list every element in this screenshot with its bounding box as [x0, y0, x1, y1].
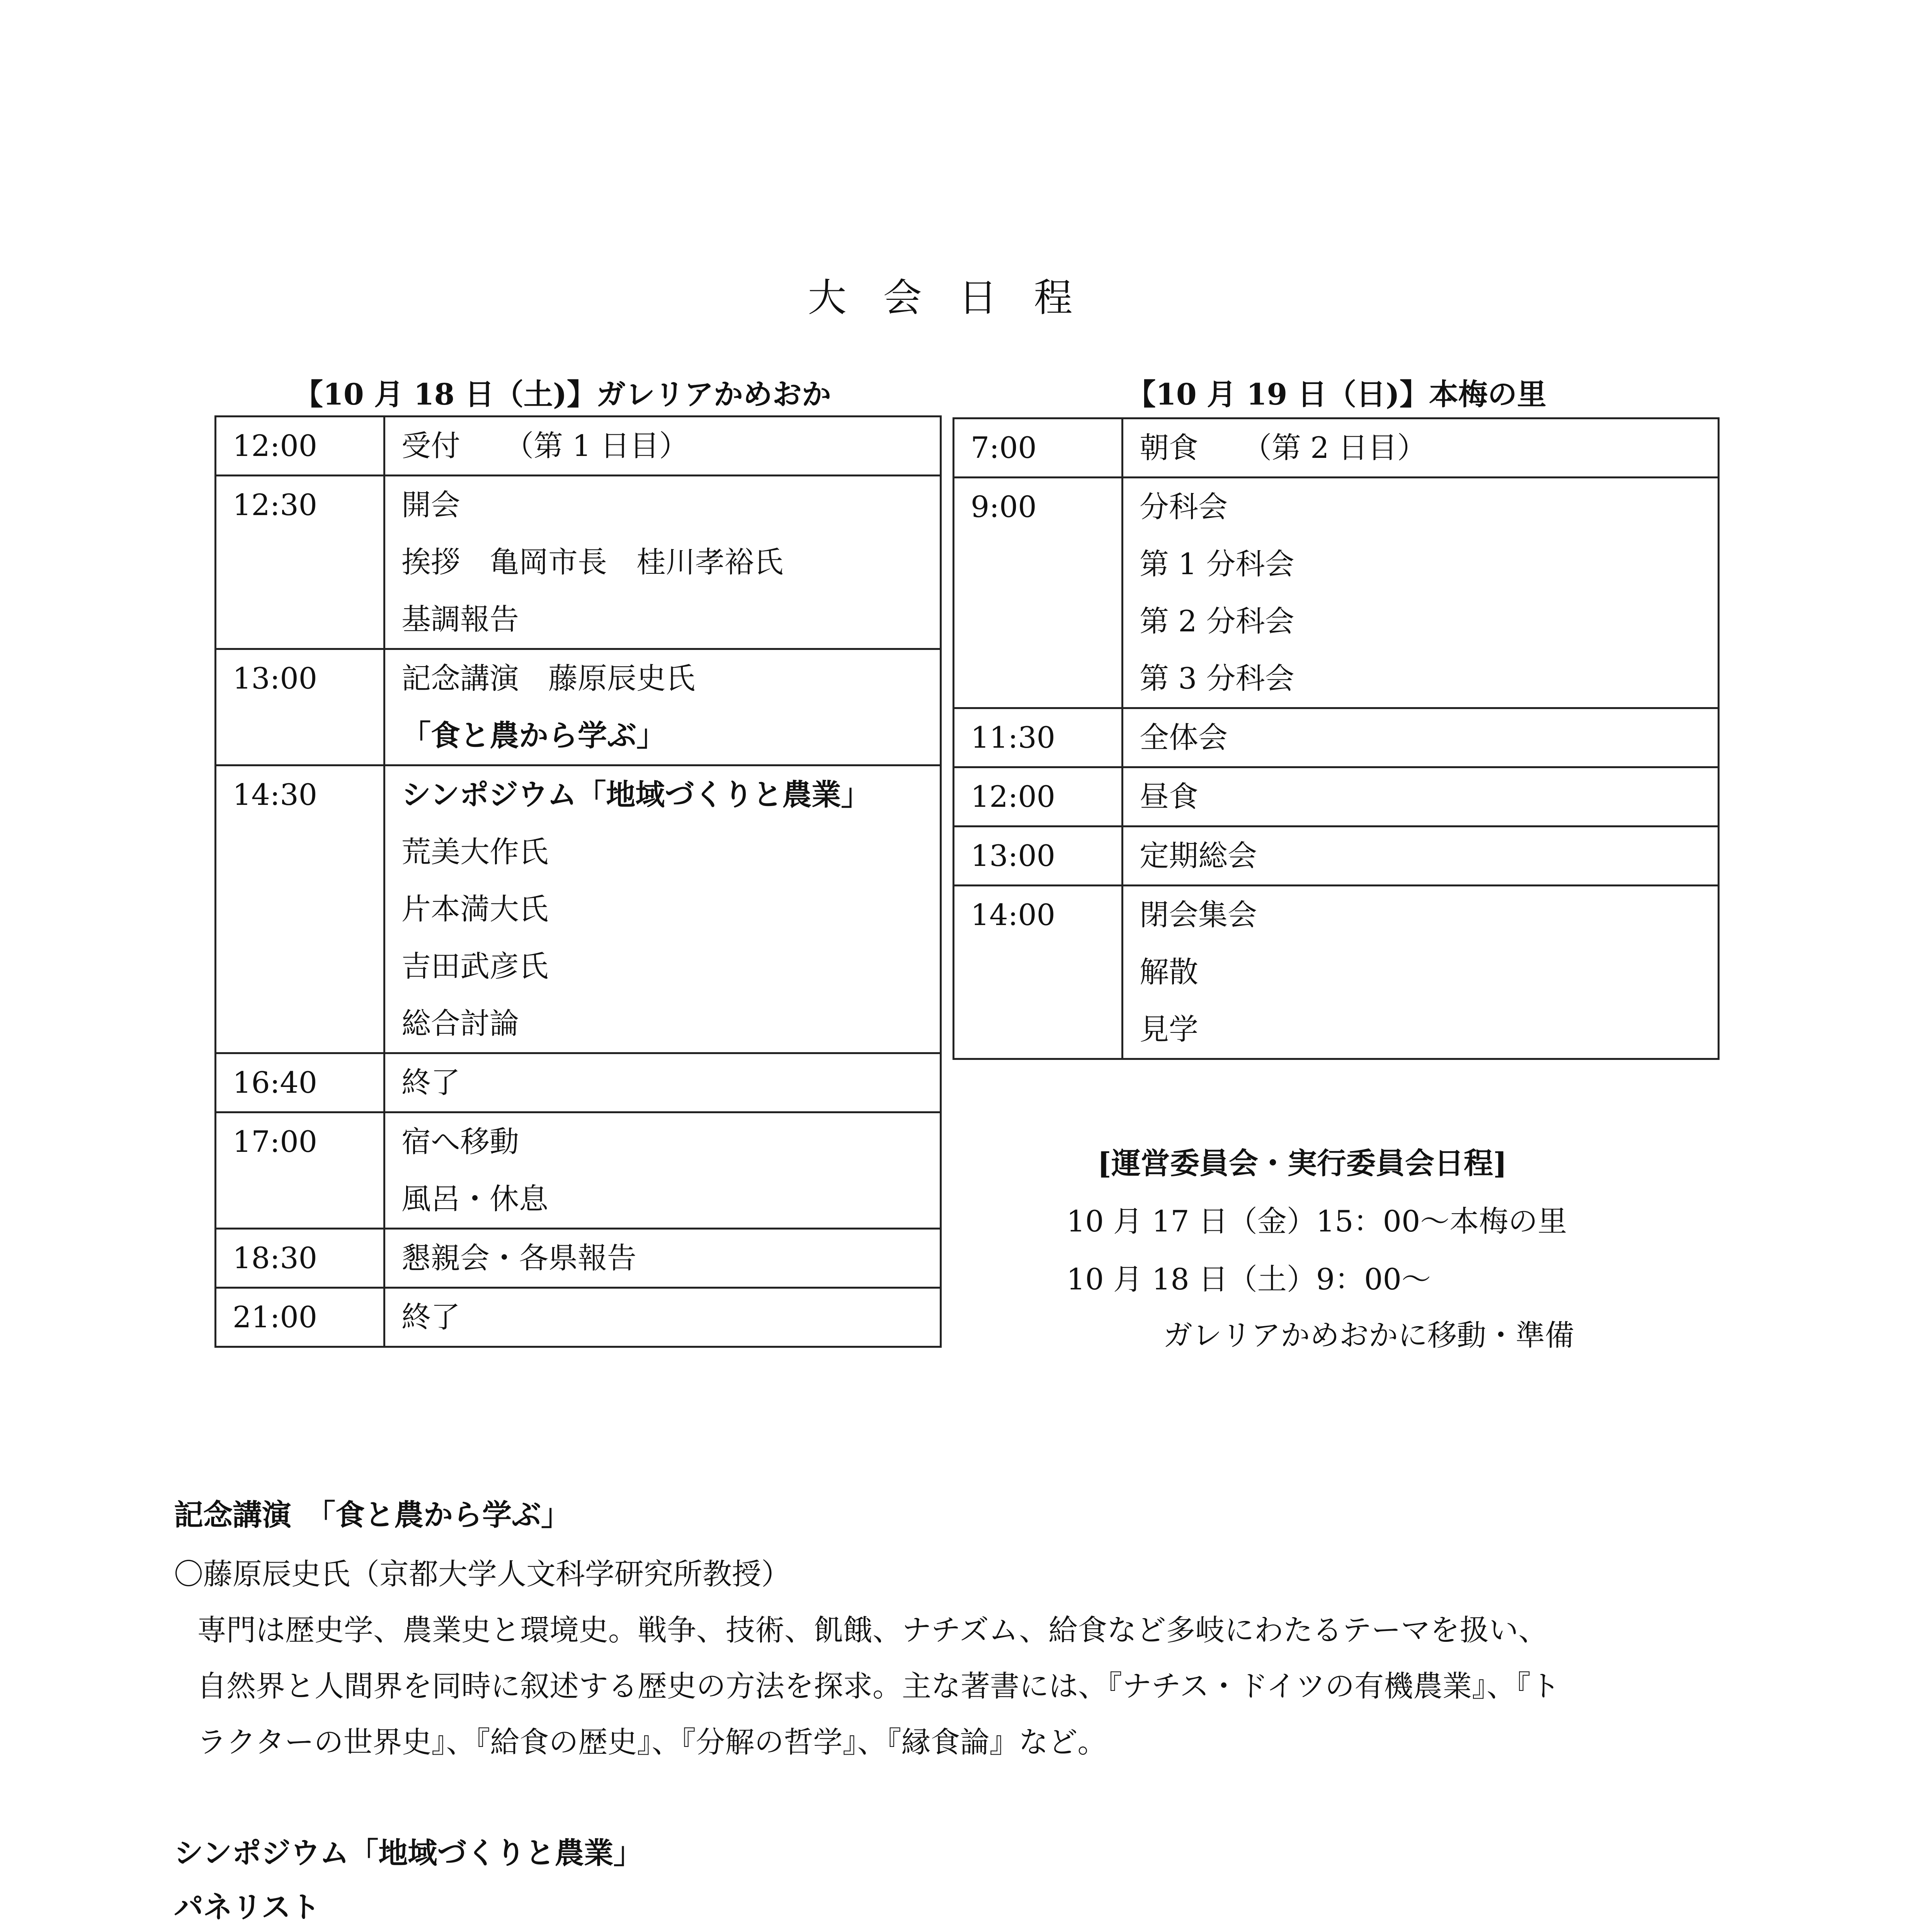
schedule-events	[1123, 767, 1719, 827]
committee-line-1: 10 月 17 日（金）15：00〜本梅の里	[1067, 1204, 1567, 1238]
schedule-event-line: 第 2 分科会	[1140, 604, 1294, 638]
schedule-event-line: 片本満大氏	[401, 892, 548, 926]
panelists-label: パネリスト	[174, 1890, 320, 1924]
day2-schedule-table	[953, 417, 1720, 1060]
schedule-events	[1123, 827, 1719, 886]
schedule-row	[954, 886, 1719, 1059]
schedule-row	[954, 767, 1719, 827]
schedule-event-line: シンポジウム「地域づくりと農業」	[401, 777, 871, 812]
schedule-events	[1123, 708, 1719, 767]
lecture-desc-line-3: ラクターの世界史』、『給食の歴史』、『分解の哲学』、『縁食論』など。	[197, 1725, 1107, 1759]
schedule-time: 12:30	[216, 476, 384, 649]
schedule-event-line: 朝食 （第 2 日目）	[1140, 430, 1427, 465]
schedule-time: 17:00	[216, 1112, 384, 1229]
schedule-events	[384, 649, 941, 765]
schedule-event-line: 記念講演 藤原辰史氏	[401, 661, 695, 696]
schedule-row	[216, 476, 941, 649]
schedule-row	[954, 478, 1719, 708]
schedule-row	[954, 708, 1719, 767]
schedule-time: 14:00	[954, 886, 1123, 1059]
schedule-event-line: 解散	[1140, 955, 1198, 989]
schedule-row	[216, 1288, 941, 1347]
schedule-events	[384, 476, 941, 649]
schedule-event-line: 総合討論	[401, 1006, 519, 1041]
schedule-row	[954, 418, 1719, 478]
schedule-event-line: 第 3 分科会	[1140, 661, 1294, 696]
schedule-row	[954, 827, 1719, 886]
schedule-time: 16:40	[216, 1053, 384, 1112]
schedule-event-line: 第 1 分科会	[1140, 547, 1294, 581]
day1-heading: 【10 月 18 日（土)】ガレリアかめおか	[294, 377, 831, 412]
schedule-event-line: 開会	[401, 488, 460, 522]
schedule-event-line: 挨拶 亀岡市長 桂川孝裕氏	[401, 545, 783, 579]
schedule-row	[216, 1229, 941, 1288]
schedule-event-line: 懇親会・各県報告	[401, 1241, 636, 1275]
schedule-time: 18:30	[216, 1229, 384, 1288]
schedule-event-line: 定期総会	[1140, 838, 1257, 873]
schedule-event-line: 終了	[401, 1065, 460, 1100]
schedule-time: 13:00	[216, 649, 384, 765]
lecture-desc-line-1: 専門は歴史学、農業史と環境史。戦争、技術、飢餓、ナチズム、給食など多岐にわたるテーマを扱い、	[197, 1613, 1548, 1647]
schedule-time: 21:00	[216, 1288, 384, 1347]
schedule-events	[384, 765, 941, 1053]
schedule-time: 7:00	[954, 418, 1123, 478]
schedule-time: 14:30	[216, 765, 384, 1053]
committee-line-2: 10 月 18 日（土）9：00〜	[1067, 1262, 1431, 1296]
day2-heading: 【10 月 19 日（日)】本梅の里	[1126, 377, 1546, 412]
schedule-event-line: 終了	[401, 1300, 460, 1334]
schedule-events	[1123, 418, 1719, 478]
committee-heading: [運営委員会・実行委員会日程]	[1097, 1146, 1507, 1180]
schedule-time: 9:00	[954, 478, 1123, 708]
schedule-time: 12:00	[954, 767, 1123, 827]
schedule-event-line: 昼食	[1140, 779, 1198, 814]
schedule-event-line: 全体会	[1140, 720, 1228, 755]
schedule-events	[384, 1229, 941, 1288]
schedule-events	[1123, 478, 1719, 708]
schedule-events	[384, 1288, 941, 1347]
schedule-row	[216, 649, 941, 765]
lecture-desc-line-2: 自然界と人間界を同時に叙述する歴史の方法を探求。主な著書には、『ナチス・ドイツの有機農業』、『ト	[197, 1669, 1560, 1703]
schedule-event-line: 見学	[1140, 1012, 1198, 1046]
schedule-time: 11:30	[954, 708, 1123, 767]
schedule-events	[384, 1053, 941, 1112]
schedule-row	[216, 1112, 941, 1229]
schedule-event-line: 受付 （第 1 日目）	[401, 429, 689, 463]
schedule-time: 12:00	[216, 417, 384, 476]
schedule-events	[1123, 886, 1719, 1059]
schedule-time: 13:00	[954, 827, 1123, 886]
symposium-heading: シンポジウム「地域づくりと農業」	[174, 1836, 643, 1870]
schedule-events	[384, 1112, 941, 1229]
schedule-row	[216, 765, 941, 1053]
committee-line-3: ガレリアかめおかに移動・準備	[1163, 1318, 1574, 1352]
schedule-event-line: 分科会	[1140, 490, 1228, 524]
schedule-event-line: 基調報告	[401, 602, 519, 636]
schedule-row	[216, 1053, 941, 1112]
lecture-speaker: 〇藤原辰史氏（京都大学人文科学研究所教授）	[174, 1557, 791, 1591]
schedule-event-line: 宿へ移動	[401, 1124, 519, 1159]
schedule-event-line: 閉会集会	[1140, 898, 1257, 932]
schedule-event-line: 「食と農から学ぶ」	[401, 718, 666, 753]
schedule-events	[384, 417, 941, 476]
lecture-heading: 記念講演 「食と農から学ぶ」	[174, 1498, 570, 1532]
schedule-row	[216, 417, 941, 476]
day1-schedule-table	[214, 415, 942, 1348]
schedule-event-line: 吉田武彦氏	[401, 949, 548, 983]
page-title: 大会日程	[808, 275, 1109, 320]
schedule-event-line: 荒美大作氏	[401, 835, 548, 869]
schedule-event-line: 風呂・休息	[401, 1182, 548, 1216]
